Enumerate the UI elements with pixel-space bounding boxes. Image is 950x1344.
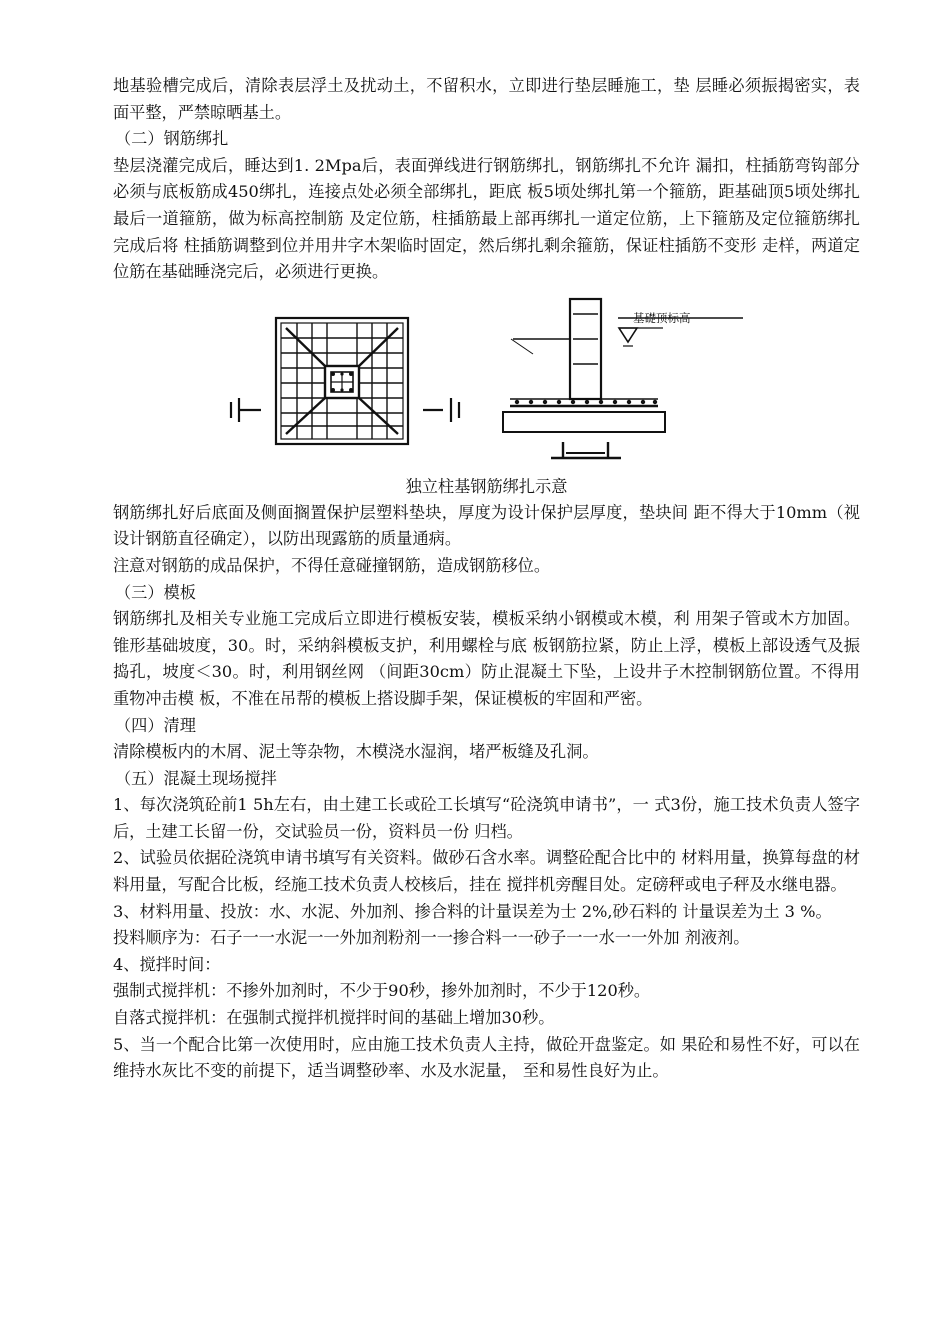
heading-formwork: （三）模板 [115, 582, 196, 602]
heading-concrete-mixing: （五）混凝土现场搅拌 [115, 768, 277, 788]
paragraph-spacer-blocks: 钢筋绑扎好后底面及侧面搁置保护层塑料垫块，厚度为设计保护层厚度，垫块间 距不得大于10mm（视设计钢筋直径确定），以防出现露筋的质量通病。 [113, 502, 860, 549]
rebar-diagram [113, 294, 860, 474]
paragraph-mixing-item-1: 1、每次浇筑砼前1 5h左右，由土建工长或砼工长填写“砼浇筑申请书”，一 式3份，施工技术负责人签字后，土建工长留一份，交试验员一份，资料员一份 归档。 [113, 795, 860, 841]
paragraph-rebar-protection: 注意对钢筋的成品保护，不得任意碰撞钢筋，造成钢筋移位。 [113, 555, 551, 575]
rebar-figure [113, 294, 860, 474]
paragraph-rebar-binding: 垫层浇灌完成后，睡达到1. 2Mpa后，表面弹线进行钢筋绑扎，钢筋绑扎不允许 漏扣，柱插筋弯钩部分必须与底板筋成450绑扎，连接点处必须全部绑扎，距底 板5顷处绑扎第一个箍筋，距基础顶5顷处绑扎最后一道箍筋，做为标高控制筋 及定位筋，柱插筋最上部再绑扎一道定位筋，上下箍筋及定位箍筋绑扎完成后将 柱插筋调整到位并用井字木架临时固定，然后绑扎剩余箍筋，保证柱插筋不变形 走样，两道定位筋在基础睡浇完后，必须进行更换。 [113, 155, 860, 282]
paragraph-mixing-item-3: 3、材料用量、投放：水、水泥、外加剂、掺合料的计量误差为士 2%,砂石料的 计量误差为土 3 %。 [113, 901, 832, 921]
section-view-drawing [503, 299, 743, 459]
paragraph-formwork: 钢筋绑扎及相关专业施工完成后立即进行模板安装，模板采纳小钢模或木模，利 用架子管或木方加固。锥形基础坡度，30。时，采纳斜模板支护，利用螺栓与底 板钢筋拉紧，防止上浮，模板上部设透气及振捣孔，坡度＜30。时，利用钢丝网 （间距30cm）防止混凝土下坠，上设井子木控制钢筋位置。不得用重物冲击模 板，不准在吊帮的模板上搭设脚手架，保证模板的牢固和严密。 [113, 609, 860, 708]
heading-cleaning: （四）清理 [115, 715, 196, 735]
elevation-label: 基礎顶标高 [633, 310, 691, 325]
document-page [113, 73, 860, 1085]
paragraph-mixing-item-2: 2、试验员依据砼浇筑申请书填写有关资料。做砂石含水率。调整砼配合比中的 材料用量，换算每盘的材料用量，写配合比板，经施工技术负责人校核后，挂在 搅拌机旁醒目处。定磅秤或电子秤及水继电器。 [113, 848, 860, 895]
paragraph-mixing-item-5: 5、当一个配合比第一次使用时，应由施工技术负责人主持，做砼开盘鉴定。如 果砼和易性不好，可以在维持水灰比不变的前提下，适当调整砂率、水及水泥量， 至和易性良好为止。 [113, 1034, 860, 1081]
plan-view-drawing [276, 318, 408, 444]
paragraph-mixing-item-4: 4、搅拌时间： [113, 954, 221, 974]
section-mark-left [231, 398, 261, 422]
paragraph-forced-mixer: 强制式搅拌机：不掺外加剂时，不少于90秒，掺外加剂时，不少于120秒。 [113, 981, 651, 1001]
figure-caption: 独立柱基钢筋绑扎示意 [405, 476, 568, 496]
paragraph-cleaning: 清除模板内的木屑、泥土等杂物，木模浇水湿润，堵严板缝及孔洞。 [113, 742, 599, 762]
paragraph-gravity-mixer: 自落式搅拌机：在强制式搅拌机搅拌时间的基础上增加30秒。 [113, 1008, 555, 1028]
heading-rebar: （二）钢筋绑扎 [115, 129, 229, 149]
paragraph-feeding-order: 投料顺序为：石子一一水泥一一外加剂粉剂一一掺合料一一砂子一一水一一外加 剂液剂。 [113, 928, 750, 948]
section-mark-right [423, 398, 459, 422]
paragraph-subgrade: 地基验槽完成后，清除表层浮土及扰动土，不留积水，立即进行垫层睡施工，垫 层睡必须振揭密实，表面平整，严禁晾晒基土。 [113, 76, 860, 122]
